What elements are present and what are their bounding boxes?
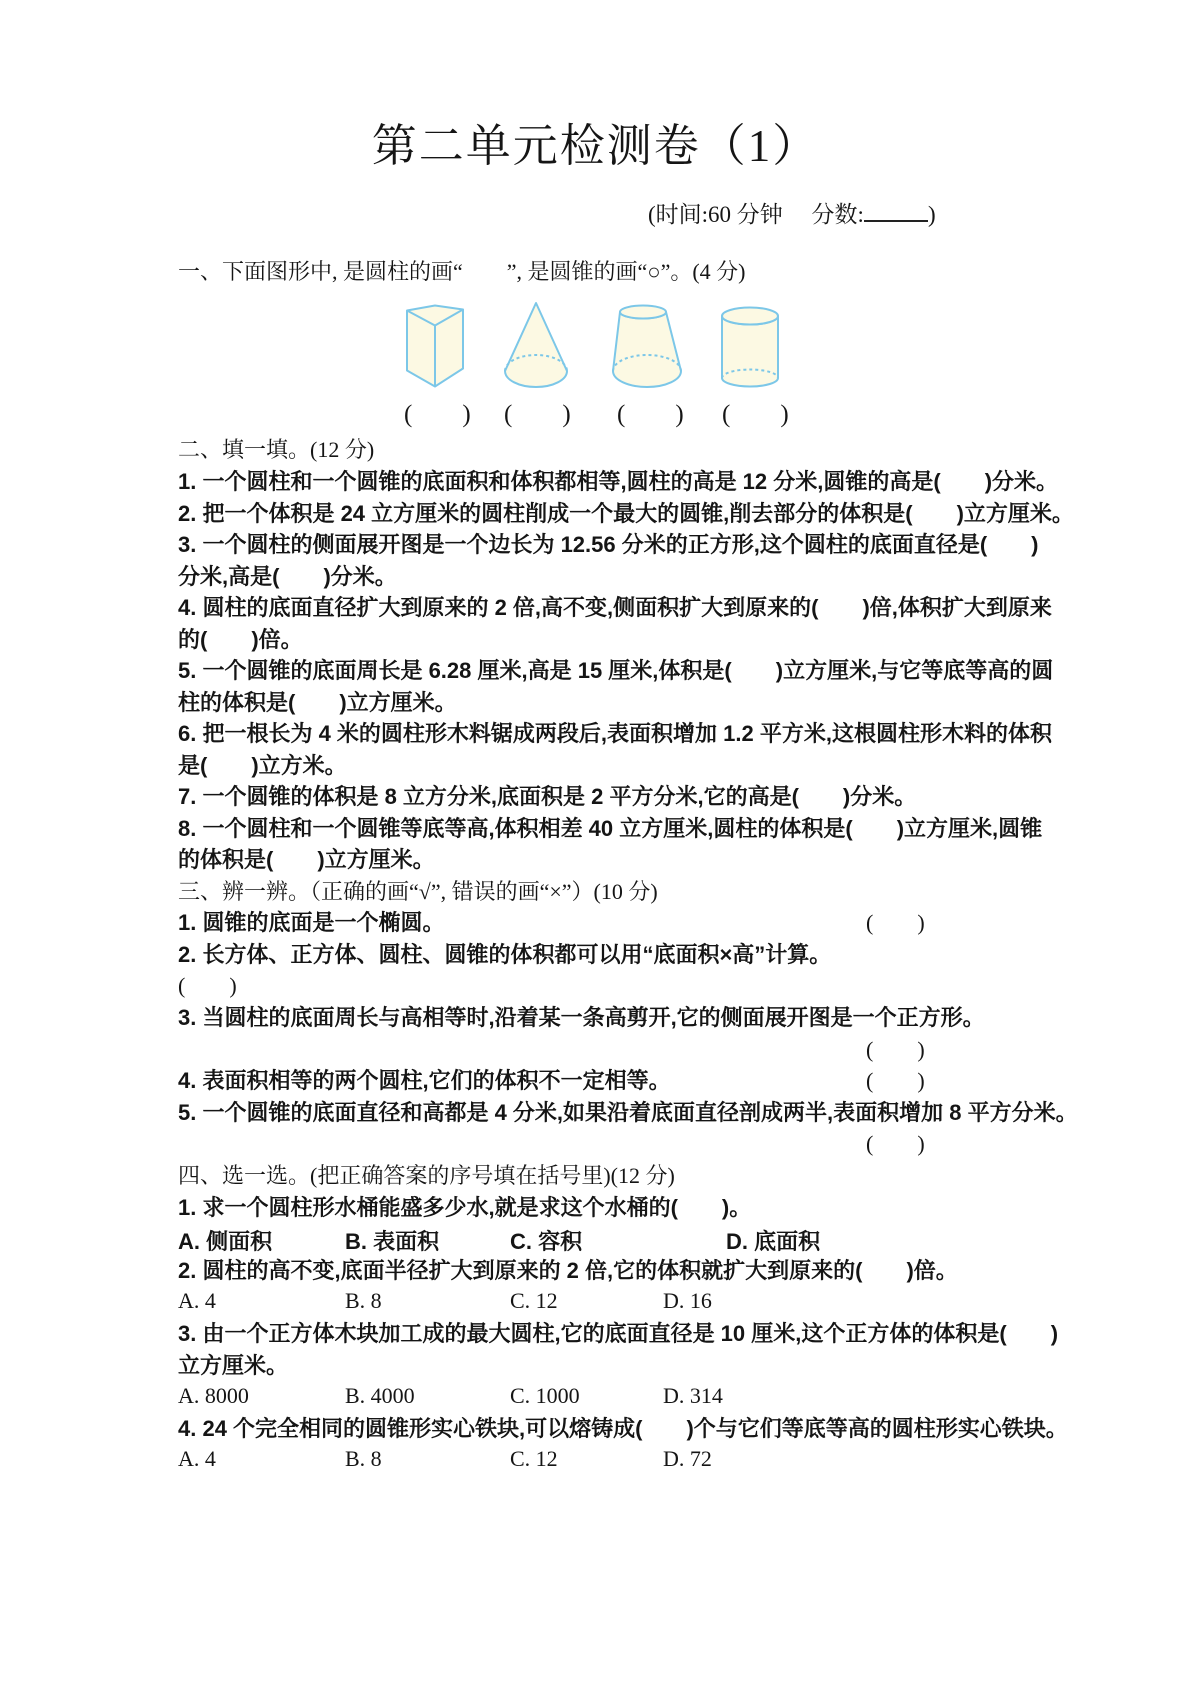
choice-option: B. 表面积 [345, 1229, 440, 1254]
choice-option: D. 16 [663, 1288, 712, 1313]
frustum-icon [611, 304, 683, 388]
shape-answer-slot: ( ) [504, 401, 571, 428]
choice-options-row-3 [178, 1383, 1038, 1411]
fill-blank-line-7: 7. 一个圆锥的体积是 8 立方分米,底面积是 2 平方分米,它的高是( )分米。 [178, 784, 917, 809]
exam-meta-suffix: ) [927, 202, 936, 227]
cone-icon [503, 301, 569, 389]
choice-option: B. 8 [345, 1288, 382, 1313]
fill-blank-line-6: 6. 把一根长为 4 米的圆柱形木料锯成两段后,表面积增加 1.2 平方米,这根圆柱形木料的体积 [178, 721, 1052, 746]
choice-option: C. 12 [510, 1446, 558, 1471]
choice-option: A. 8000 [178, 1383, 249, 1408]
choice-options-row-2 [178, 1288, 1038, 1316]
judge-answer-paren-4: ( ) [866, 1068, 925, 1093]
choice-option: A. 4 [178, 1288, 216, 1313]
fill-blank-line-5b: 柱的体积是( )立方厘米。 [178, 690, 457, 715]
section2-heading: 二、填一填。(12 分) [178, 437, 375, 462]
judge-line-2: 2. 长方体、正方体、圆柱、圆锥的体积都可以用“底面积×高”计算。 [178, 942, 832, 967]
fill-blank-line-8b: 的体积是( )立方厘米。 [178, 847, 435, 872]
fill-blank-line-3b: 分米,高是( )分米。 [178, 564, 397, 589]
judge-line-4: 4. 表面积相等的两个圆柱,它们的体积不一定相等。 [178, 1068, 671, 1093]
choice-question-3b: 立方厘米。 [178, 1353, 289, 1378]
page-title: 第二单元检测卷（1） [371, 121, 820, 171]
fill-blank-line-4: 4. 圆柱的底面直径扩大到原来的 2 倍,高不变,侧面积扩大到原来的( )倍,体积扩大到原来 [178, 595, 1052, 620]
fill-blank-line-8: 8. 一个圆柱和一个圆锥等底等高,体积相差 40 立方厘米,圆柱的体积是( )立方厘米,圆锥 [178, 816, 1043, 841]
judge-line-1: 1. 圆锥的底面是一个椭圆。 [178, 910, 445, 935]
fill-blank-line-5: 5. 一个圆锥的底面周长是 6.28 厘米,高是 15 厘米,体积是( )立方厘米,与它等底等高的圆 [178, 658, 1054, 683]
choice-option: D. 底面积 [726, 1229, 821, 1254]
shape-answer-slot: ( ) [617, 401, 684, 428]
judge-answer-paren-5: ( ) [866, 1131, 925, 1156]
choice-option: A. 4 [178, 1446, 216, 1471]
section1-heading: 一、下面图形中, 是圆柱的画“ ”, 是圆锥的画“○”。(4 分) [178, 259, 746, 284]
judge-answer-paren-3: ( ) [866, 1037, 925, 1062]
choice-option: B. 8 [345, 1446, 382, 1471]
fill-blank-line-2: 2. 把一个体积是 24 立方厘米的圆柱削成一个最大的圆锥,削去部分的体积是( )立方厘米。 [178, 501, 1074, 526]
section3-heading: 三、辨一辨。（正确的画“√”, 错误的画“×”）(10 分) [178, 879, 658, 904]
shape-answer-slot: ( ) [404, 401, 471, 428]
judge-answer-paren-2: ( ) [178, 973, 237, 998]
triangular-prism-icon [405, 303, 465, 389]
exam-meta [648, 200, 936, 228]
choice-option: D. 314 [663, 1383, 723, 1408]
choice-option: C. 1000 [510, 1383, 580, 1408]
judge-line-3: 3. 当圆柱的底面周长与高相等时,沿着某一条高剪开,它的侧面展开图是一个正方形。 [178, 1005, 985, 1030]
cylinder-icon [721, 307, 779, 388]
exam-meta-prefix: (时间:60 分钟 分数: [648, 202, 864, 227]
choice-question-2: 2. 圆柱的高不变,底面半径扩大到原来的 2 倍,它的体积就扩大到原来的( )倍。 [178, 1258, 958, 1283]
choice-question-4: 4. 24 个完全相同的圆锥形实心铁块,可以熔铸成( )个与它们等底等高的圆柱形实心铁块。 [178, 1416, 1068, 1441]
choice-question-3: 3. 由一个正方体木块加工成的最大圆柱,它的底面直径是 10 厘米,这个正方体的体积是( ) [178, 1321, 1059, 1346]
fill-blank-line-6b: 是( )立方米。 [178, 753, 347, 778]
choice-option: B. 4000 [345, 1383, 415, 1408]
fill-blank-line-1: 1. 一个圆柱和一个圆锥的底面积和体积都相等,圆柱的高是 12 分米,圆锥的高是( )分米。 [178, 469, 1059, 494]
choice-option: D. 72 [663, 1446, 712, 1471]
score-blank-underline [864, 200, 928, 222]
judge-answer-paren-1: ( ) [866, 910, 925, 935]
fill-blank-line-3: 3. 一个圆柱的侧面展开图是一个边长为 12.56 分米的正方形,这个圆柱的底面直径是( ) [178, 532, 1039, 557]
fill-blank-line-4b: 的( )倍。 [178, 627, 303, 652]
choice-question-1: 1. 求一个圆柱形水桶能盛多少水,就是求这个水桶的( )。 [178, 1195, 752, 1220]
judge-line-5: 5. 一个圆锥的底面直径和高都是 4 分米,如果沿着底面直径剖成两半,表面积增加 8 平方分米。 [178, 1100, 1078, 1125]
choice-options-row-4 [178, 1446, 1038, 1474]
shape-answer-slot: ( ) [722, 401, 789, 428]
section4-heading: 四、选一选。(把正确答案的序号填在括号里)(12 分) [178, 1163, 675, 1188]
choice-options-row-1 [178, 1225, 1038, 1253]
choice-option: A. 侧面积 [178, 1229, 273, 1254]
choice-option: C. 容积 [510, 1229, 583, 1254]
choice-option: C. 12 [510, 1288, 558, 1313]
